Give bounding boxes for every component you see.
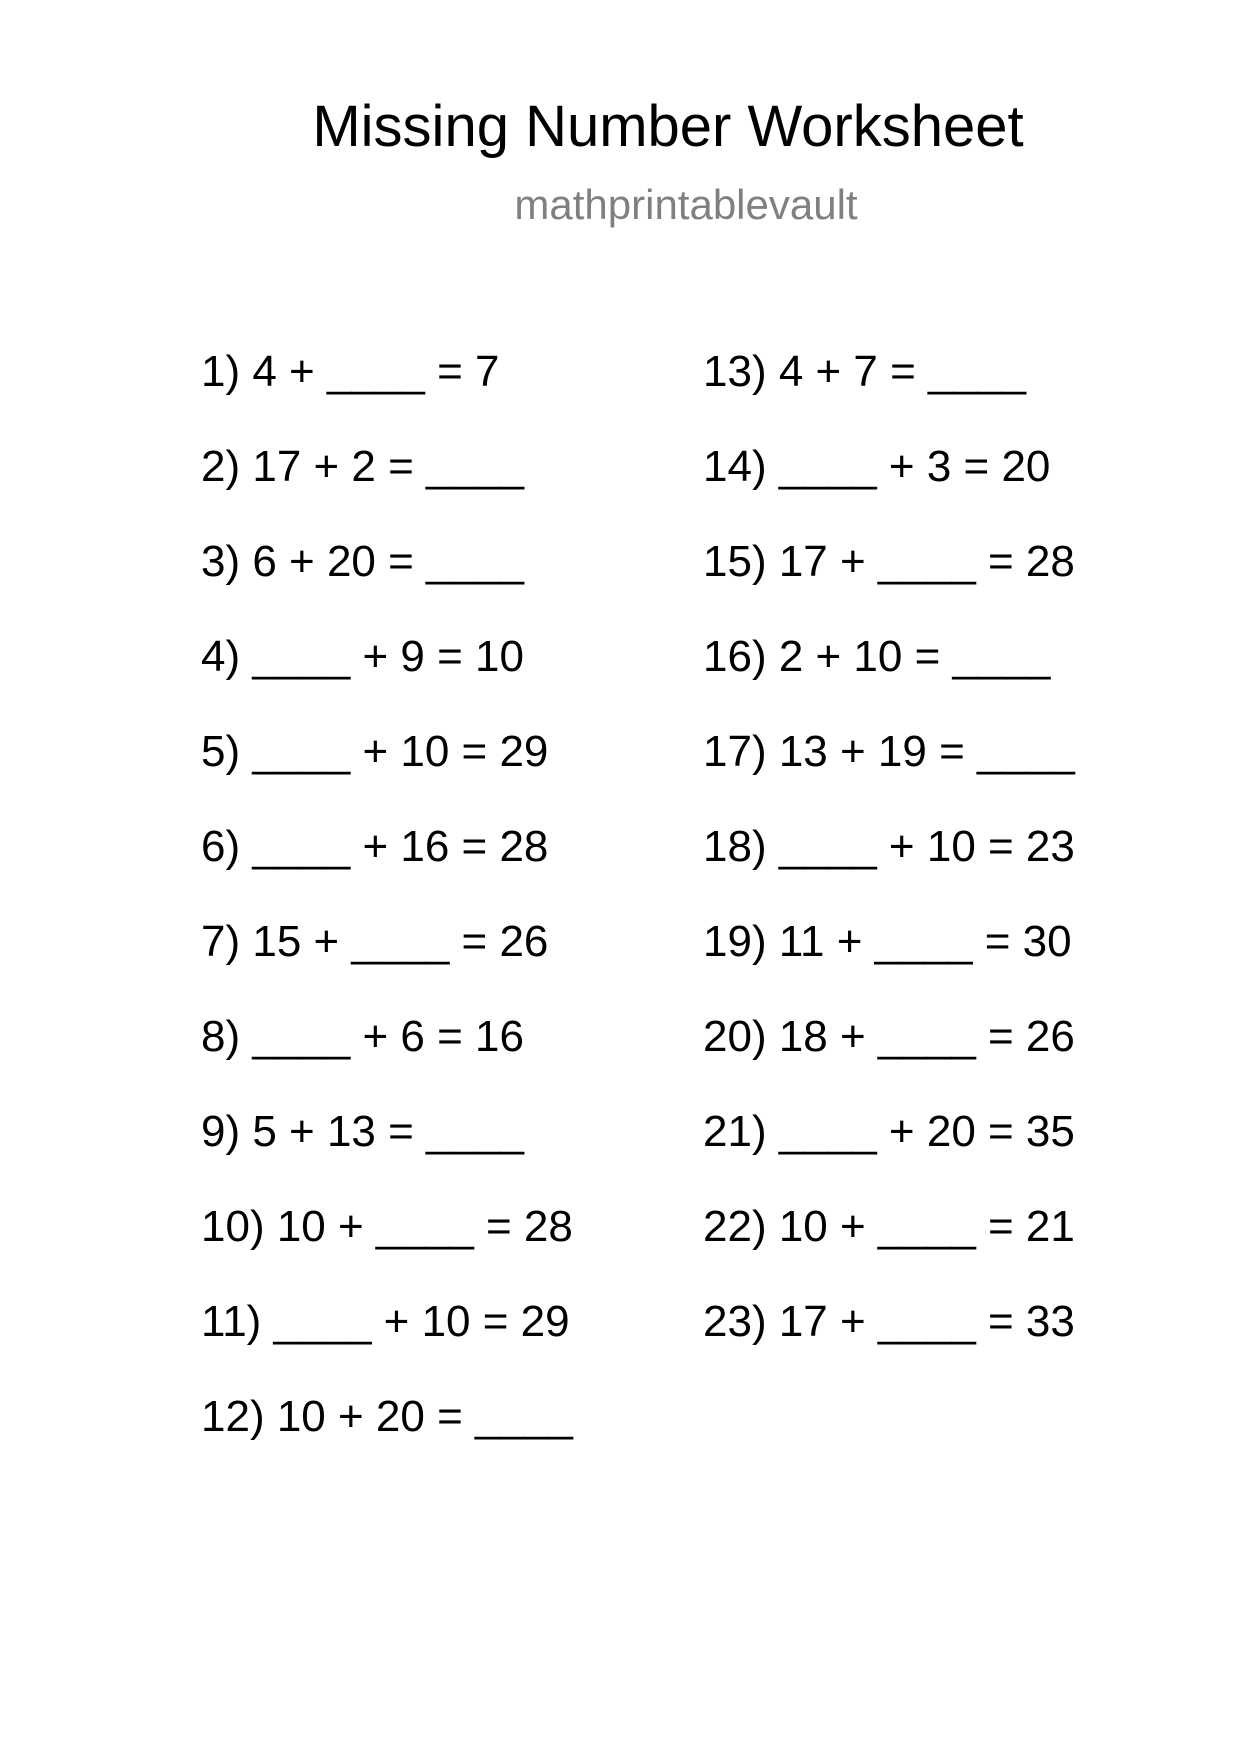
problem-20: 20) 18 + ____ = 26 (703, 1012, 1075, 1061)
problem-9: 9) 5 + 13 = ____ (201, 1107, 524, 1156)
problem-21: 21) ____ + 20 = 35 (703, 1107, 1075, 1156)
problem-22: 22) 10 + ____ = 21 (703, 1202, 1075, 1251)
problem-12: 12) 10 + 20 = ____ (201, 1392, 573, 1441)
problem-5: 5) ____ + 10 = 29 (201, 727, 549, 776)
problem-3: 3) 6 + 20 = ____ (201, 537, 524, 586)
worksheet-title: Missing Number Worksheet (312, 94, 1024, 159)
problem-4: 4) ____ + 9 = 10 (201, 632, 524, 681)
problem-list-left (201, 347, 573, 1490)
problem-7: 7) 15 + ____ = 26 (201, 917, 549, 966)
problem-23: 23) 17 + ____ = 33 (703, 1297, 1075, 1346)
problem-18: 18) ____ + 10 = 23 (703, 822, 1075, 871)
problem-11: 11) ____ + 10 = 29 (201, 1297, 570, 1346)
problem-2: 2) 17 + 2 = ____ (201, 442, 524, 491)
problem-13: 13) 4 + 7 = ____ (703, 347, 1026, 396)
problem-17: 17) 13 + 19 = ____ (703, 727, 1075, 776)
problem-19: 19) 11 + ____ = 30 (703, 917, 1072, 966)
problem-list-right (703, 347, 1075, 1395)
problem-16: 16) 2 + 10 = ____ (703, 632, 1051, 681)
problem-6: 6) ____ + 16 = 28 (201, 822, 549, 871)
problem-15: 15) 17 + ____ = 28 (703, 537, 1075, 586)
problem-10: 10) 10 + ____ = 28 (201, 1202, 573, 1251)
problem-14: 14) ____ + 3 = 20 (703, 442, 1051, 491)
problem-8: 8) ____ + 6 = 16 (201, 1012, 524, 1061)
problem-1: 1) 4 + ____ = 7 (201, 347, 500, 396)
worksheet-subtitle: mathprintablevault (514, 181, 858, 228)
